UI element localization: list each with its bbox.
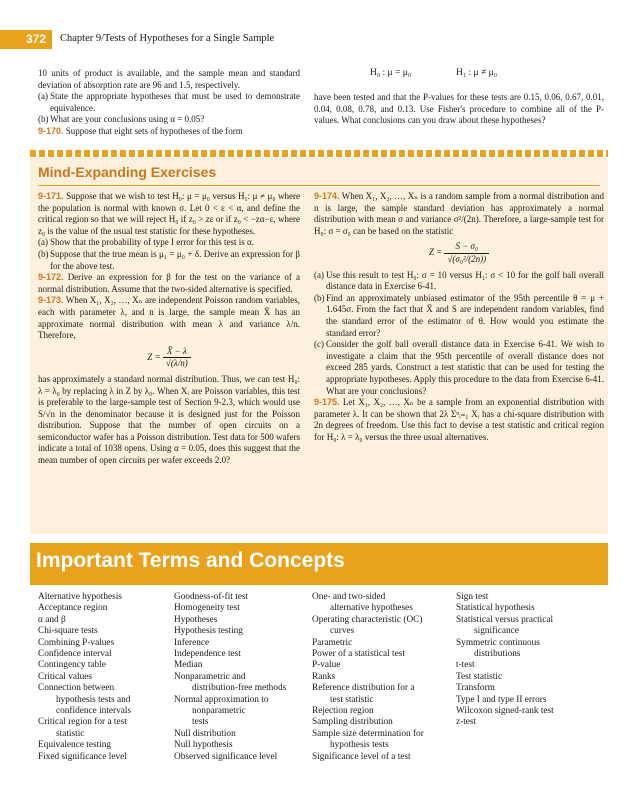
item-label: (b) <box>314 292 325 303</box>
term-item: alternative hypotheses <box>330 603 413 614</box>
term-item: Connection between <box>38 683 115 694</box>
term-item: Reference distribution for a <box>312 683 415 694</box>
exercise-text: Let X₁, X₂, …, Xₙ be a sample from an exponential distribution with parameter λ. It can be shown that 2λ Σⁿᵢ₌₁ Xᵢ has a chi-square distribution with 2n degrees of freedom. Use this fact to devise a test statistic and critical region for H₀: λ = λ₀ versus the three usual alternatives. <box>314 397 605 442</box>
item-b <box>314 293 604 339</box>
term-item: Test statistic <box>456 671 503 682</box>
term-item: Critical region for a test <box>38 717 127 728</box>
item-b <box>38 114 300 126</box>
formula-fraction <box>163 346 191 370</box>
formula-lhs: Z = <box>147 351 161 362</box>
exercise-text-continued: has approximately a standard normal distribution. Thus, we can test H₀: λ = λ₀ by replacing λ in Z by λ₀. When Xᵢ are Poisson variables, this test is preferable to the large-sample test of Section 9-2.3, which would use S/√n in the denominator because it is designed just for the Poisson distribution. Suppose that the number of open circuits on a semiconductor wafer has a Poisson distribution. Test data for 500 wafers indicate a total of 1038 opens. Using α = 0.05, does this suggest that the mean number of open circuits per wafer exceeds 2.0? <box>38 373 300 466</box>
term-item: hypothesis tests <box>330 740 389 751</box>
formula-fraction <box>444 241 489 265</box>
item-label: (a) <box>38 91 48 102</box>
term-item: α and β <box>38 614 66 625</box>
term-item: Acceptance region <box>38 603 108 614</box>
item-a <box>38 237 300 249</box>
term-item: Null hypothesis <box>174 740 233 751</box>
term-item: Chi-square tests <box>38 626 98 637</box>
term-item: significance <box>474 626 519 637</box>
exercise-text: Suppose that eight sets of hypotheses of the form <box>65 125 243 136</box>
exercise-number: 9-170. <box>38 125 64 136</box>
term-item: Sampling distribution <box>312 717 393 728</box>
term-item: Fixed significance level <box>38 751 127 762</box>
term-item: Nonparametric and <box>174 671 246 682</box>
exercise-9-173 <box>38 295 300 341</box>
term-item: Statistical hypothesis <box>456 603 535 614</box>
term-item: Sample size determination for <box>312 728 424 739</box>
item-text: State the appropriate hypotheses that must be used to demonstrate equivalence. <box>50 91 300 113</box>
running-head: Chapter 9/Tests of Hypotheses for a Single Sample <box>60 33 275 44</box>
term-item: distribution-free methods <box>192 683 287 694</box>
term-item: Type I and type II errors <box>456 694 547 705</box>
item-label: (b) <box>38 248 49 259</box>
item-text: Find an approximately unbiased estimator of the 95th percentile θ = μ + 1.645σ. From the fact that X̄ and S are independent random variables, find the standard error of the estimator of θ. How would you estimate the standard error? <box>326 292 604 338</box>
exercise-9-172 <box>38 272 300 295</box>
term-item: Equivalence testing <box>38 740 112 751</box>
term-item: Power of a statistical test <box>312 649 405 660</box>
term-item: Transform <box>456 683 495 694</box>
page-number: 372 <box>0 30 52 49</box>
intro-text: 10 units of product is available, and the sample mean and standard deviation of absorption rate are 96 and 1.5, respectively. <box>38 68 300 90</box>
item-label: (a) <box>314 269 324 280</box>
formula-denominator: √(σ₀²/(2n)) <box>447 253 487 264</box>
terms-title: Important Terms and Concepts <box>36 549 345 572</box>
item-a <box>314 270 604 293</box>
sd-z-formula <box>314 241 604 265</box>
top-right-text: have been tested and that the P-values for these tests are 0.15, 0.06, 0.67, 0.01, 0.04, 0.08, 0.78, and 0.13. Use Fisher's procedure to combine all of the P-values. What conclusions can you draw about these hypotheses? <box>314 92 604 126</box>
title-rule <box>38 185 600 186</box>
terms-column-2 <box>174 592 286 763</box>
top-left-column <box>38 68 300 138</box>
formula-numerator: X̄ − λ <box>163 346 191 359</box>
term-item: distributions <box>474 649 521 660</box>
exercise-9-174 <box>314 191 604 237</box>
term-item: Confidence interval <box>38 649 112 660</box>
exercise-number: 9-175. <box>314 397 340 408</box>
item-label: (b) <box>38 114 49 125</box>
term-item: Observed significance level <box>174 751 278 762</box>
term-item: curves <box>330 626 355 637</box>
formula-denominator: √(λ/n) <box>165 358 188 369</box>
alternative-hypothesis: H₁ : μ ≠ μ₀ <box>456 68 498 78</box>
term-item: Symmetric continuous <box>456 637 540 648</box>
term-item: Ranks <box>312 671 336 682</box>
section-title: Mind-Expanding Exercises <box>38 164 217 180</box>
item-b <box>38 249 300 272</box>
term-item: Hypothesis testing <box>174 626 243 637</box>
formula-numerator: S − σ₀ <box>444 241 489 254</box>
term-item: tests <box>192 717 209 728</box>
term-item: z-test <box>456 717 477 728</box>
term-item: t-test <box>456 660 475 671</box>
term-item: Homogeneity test <box>174 603 240 614</box>
exercise-number: 9-171. <box>38 191 64 201</box>
term-item: Sign test <box>456 592 489 602</box>
term-item: Critical values <box>38 671 92 682</box>
term-item: One- and two-sided <box>312 592 386 602</box>
term-item: Hypotheses <box>174 614 218 625</box>
term-item: Rejection region <box>312 706 374 717</box>
terms-column-4 <box>456 592 554 729</box>
exercise-text: Derive an expression for β for the test on the variance of a normal distribution. Assume that the two-sided alternative is specified. <box>38 272 301 294</box>
terms-column-3 <box>312 592 424 763</box>
exercise-number: 9-173. <box>38 295 64 306</box>
item-label: (c) <box>314 339 324 350</box>
term-item: Parametric <box>312 637 353 648</box>
exercise-text: When X₁, X₂, …, Xₙ are independent Poisson random variables, each with parameter λ, and n is large, the sample mean X̄ has an approximate normal distribution with mean λ and variance λ/n. Therefore, <box>38 295 300 341</box>
item-text: Use this result to test H₀: σ = 10 versus H₁: σ < 10 for the golf ball overall distance data in Exercise 6-41. <box>326 269 604 292</box>
null-hypothesis: H₀ : μ = μ₀ <box>370 68 412 78</box>
exercise-text: When X₁, X₂, …, Xₙ is a random sample from a normal distribution and n is large, the sample standard deviation has approximately a normal distribution with mean σ and variance σ²/(2n). Therefore, a large-sample test for H₀: σ = σ₀ can be based on the statistic <box>314 191 604 236</box>
term-item: Null distribution <box>174 728 236 739</box>
item-c <box>314 339 604 397</box>
term-item: Median <box>174 660 203 671</box>
exercise-text: Suppose that we wish to test H₀: μ = μ₀ versus H₁: μ ≠ μ₀ where the population is normal with known σ. Let 0 < ε < α, and define the critical region so that we will reject H₀ if z₀ > zε or if z₀ < −zα−ε, where z₀ is the value of the usual test statistic for these hypotheses. <box>38 191 301 236</box>
item-text: Consider the golf ball overall distance data in Exercise 6-41. We wish to investigate a claim that the 95th percentile of overall distance does not exceed 285 yards. Construct a test statistic that can be used for testing the appropriate hypotheses. Apply this procedure to the data from Exercise 6-41. What are your conclusions? <box>326 339 604 396</box>
exercise-9-170 <box>38 126 300 138</box>
exercise-9-175 <box>314 397 604 443</box>
mind-right-column <box>314 191 604 443</box>
dashed-rule <box>30 150 608 157</box>
term-item: Inference <box>174 637 210 648</box>
term-item: hypothesis tests and <box>56 694 131 705</box>
exercise-9-171 <box>38 191 300 237</box>
term-item: confidence intervals <box>56 706 132 717</box>
term-item: Alternative hypothesis <box>38 592 122 602</box>
item-text: What are your conclusions using α = 0.05? <box>50 114 205 125</box>
term-item: Contingency table <box>38 660 106 671</box>
term-item: Wilcoxon signed-rank test <box>456 706 554 717</box>
exercise-number: 9-174. <box>314 191 340 201</box>
term-item: Normal approximation to <box>174 694 269 705</box>
term-item: P-value <box>312 660 341 671</box>
term-item: Operating characteristic (OC) <box>312 614 423 625</box>
poisson-z-formula <box>38 346 300 370</box>
term-item: test statistic <box>330 694 374 705</box>
exercise-number: 9-172. <box>38 272 64 283</box>
term-item: Statistical versus practical <box>456 614 554 625</box>
term-item: statistic <box>56 728 85 739</box>
item-label: (a) <box>38 237 48 248</box>
term-item: Independence test <box>174 649 241 660</box>
term-item: Goodness-of-fit test <box>174 592 249 602</box>
term-item: Significance level of a test <box>312 751 411 762</box>
mind-left-column <box>38 191 300 467</box>
item-text: Show that the probability of type I error for this test is α. <box>50 237 254 248</box>
formula-lhs: Z = <box>428 247 443 258</box>
term-item: nonparametric <box>192 706 246 717</box>
item-text: Suppose that the true mean is μ₁ = μ₀ + δ. Derive an expression for β for the above test. <box>50 248 300 271</box>
terms-column-1 <box>38 592 131 763</box>
term-item: Combining P-values <box>38 637 115 648</box>
item-a <box>38 91 300 114</box>
